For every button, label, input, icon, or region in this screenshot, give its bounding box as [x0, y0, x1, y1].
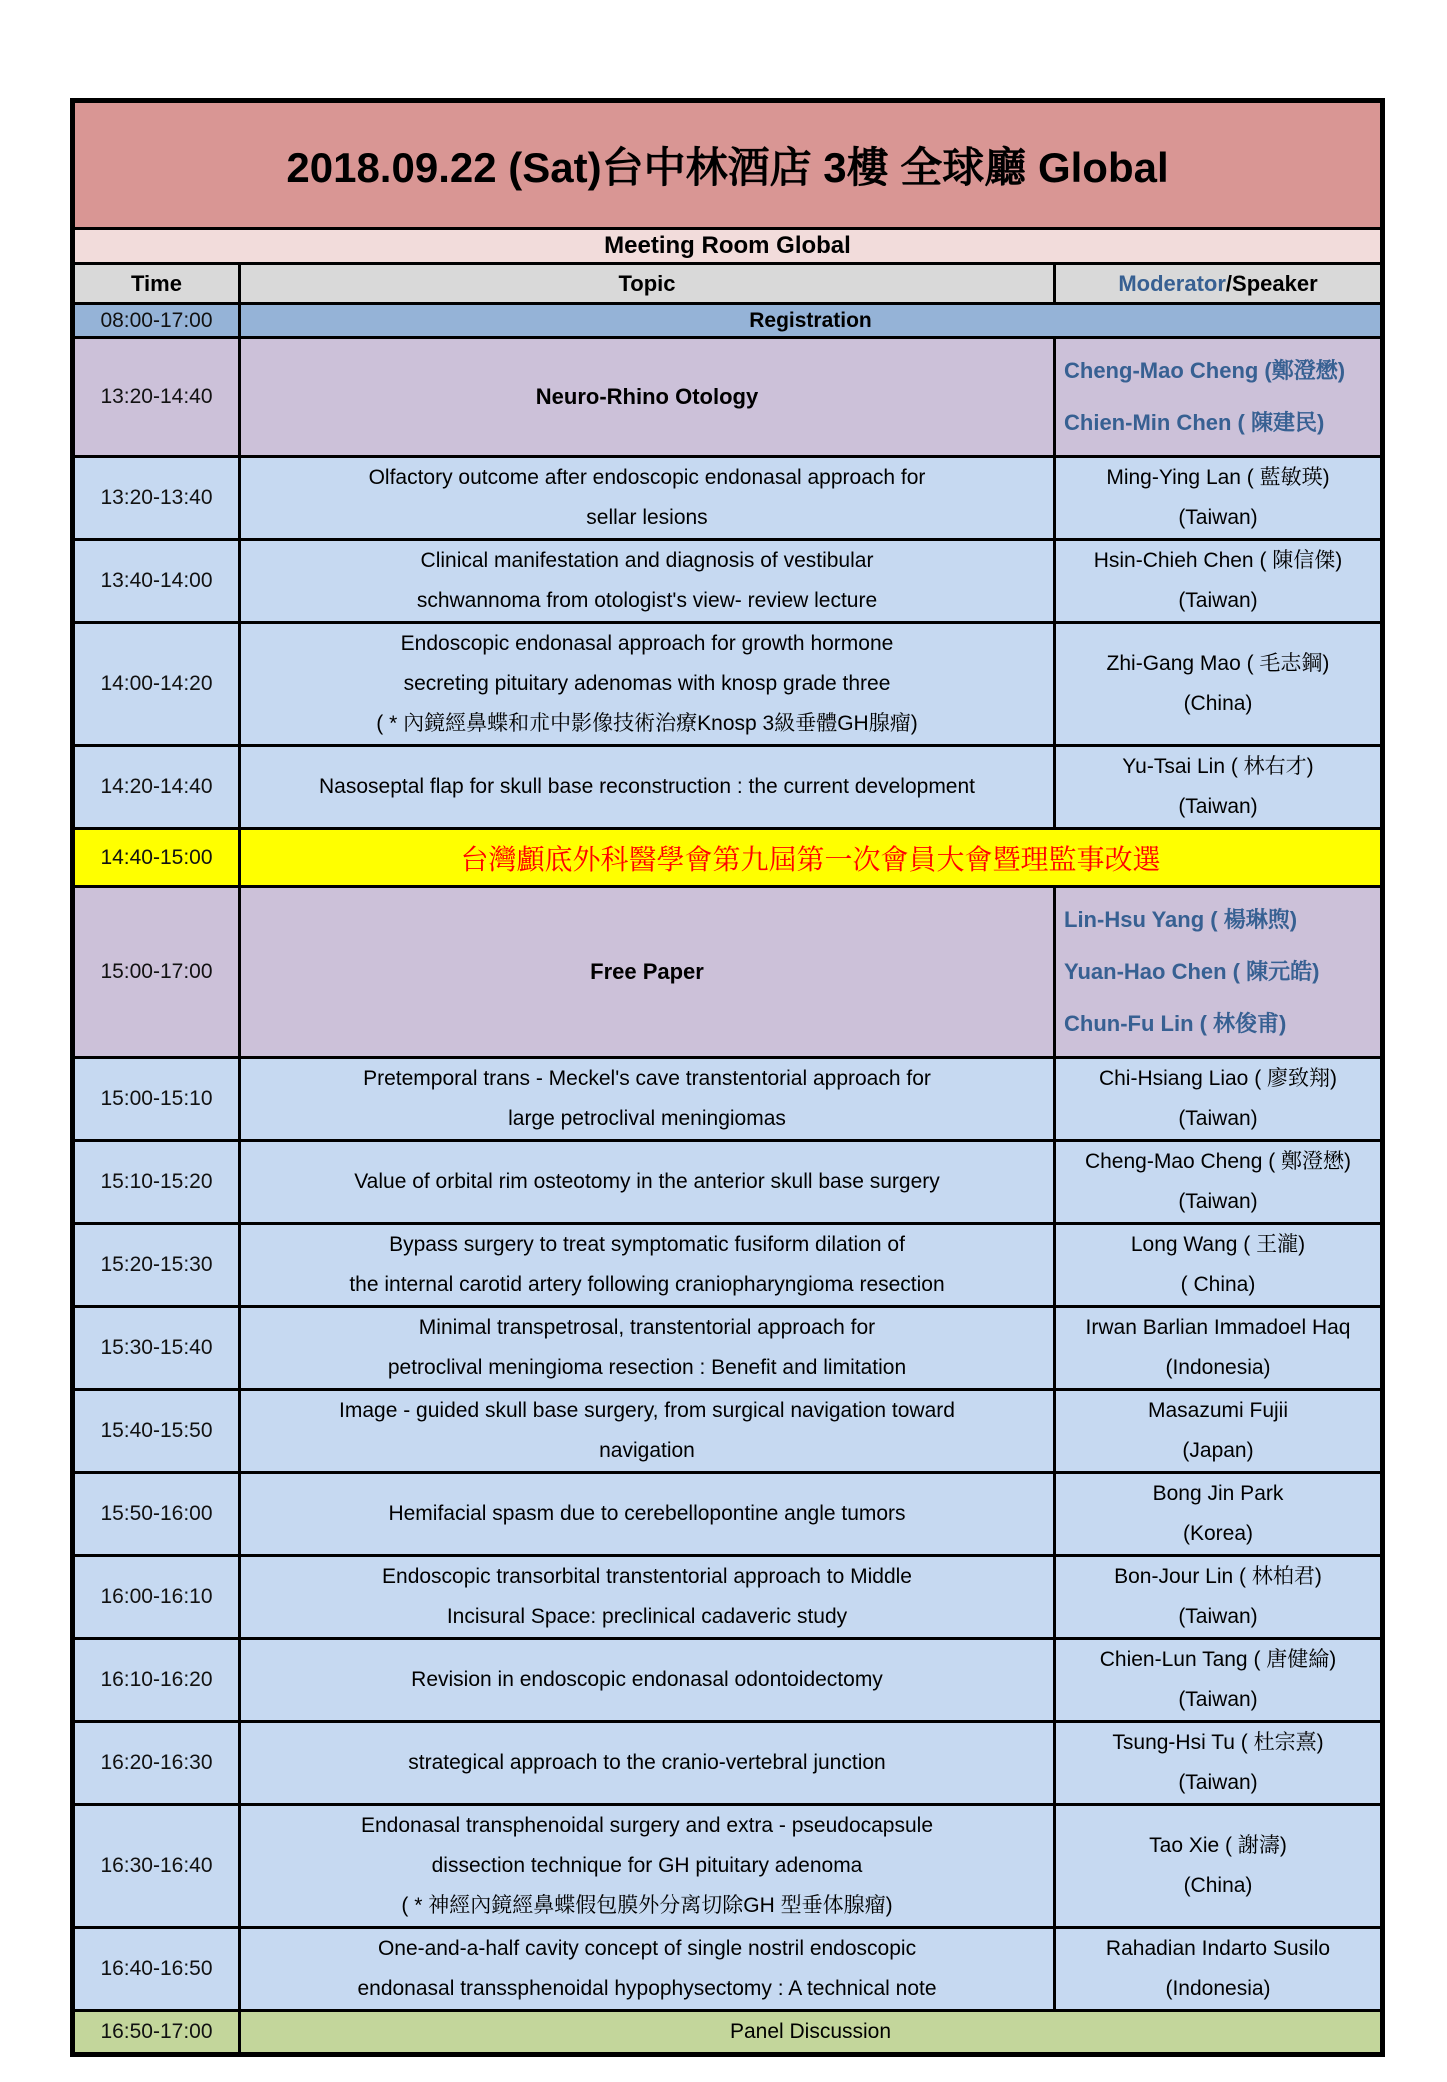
col-header-moderator: Moderator: [1118, 270, 1226, 296]
topic-line: the internal carotid artery following craniopharyngioma resection: [349, 1273, 945, 1296]
table-row: [73, 1556, 1383, 1639]
speaker-line: (China): [1183, 1874, 1253, 1897]
topic-line: Olfactory outcome after endoscopic endonasal approach for: [368, 466, 926, 489]
topic-line: petroclival meningioma resection : Benefit and limitation: [387, 1356, 907, 1379]
topic-line: navigation: [599, 1439, 695, 1462]
topic-cell: [240, 1058, 1055, 1141]
topic-line: ( * 神經內鏡經鼻蝶假包膜外分离切除GH 型垂体腺瘤): [401, 1894, 893, 1917]
moderator-cell: [1055, 887, 1383, 1058]
speaker-line: ( China): [1180, 1273, 1256, 1296]
topic-line: Bypass surgery to treat symptomatic fusiform dilation of: [389, 1233, 905, 1256]
topic-line: Endoscopic endonasal approach for growth hormone: [400, 632, 894, 655]
table-row: [73, 1141, 1383, 1224]
time-cell: 16:20-16:30: [73, 1722, 240, 1805]
time-cell: 14:40-15:00: [73, 829, 240, 887]
time-cell: 15:30-15:40: [73, 1307, 240, 1390]
schedule-body: [73, 304, 1383, 2055]
speaker-line: Ming-Ying Lan ( 藍敏瑛): [1106, 466, 1330, 489]
speaker-line: (Korea): [1182, 1522, 1254, 1545]
topic-line: Hemifacial spasm due to cerebellopontine angle tumors: [388, 1502, 906, 1525]
speaker-cell: [1055, 1473, 1383, 1556]
time-cell: 14:20-14:40: [73, 746, 240, 829]
topic-cell: [240, 457, 1055, 540]
merged-topic-cell: Panel Discussion: [240, 2011, 1383, 2055]
time-cell: 15:40-15:50: [73, 1390, 240, 1473]
column-header-row: [73, 264, 1383, 304]
col-header-topic: Topic: [240, 264, 1055, 304]
moderator-name: Chun-Fu Lin ( 林俊甫): [1064, 1011, 1287, 1036]
table-row: [73, 1390, 1383, 1473]
topic-cell: [240, 623, 1055, 746]
time-cell: 13:20-13:40: [73, 457, 240, 540]
time-cell: 16:10-16:20: [73, 1639, 240, 1722]
table-row: [73, 1307, 1383, 1390]
speaker-line: Bon-Jour Lin ( 林柏君): [1114, 1565, 1322, 1588]
speaker-line: (Taiwan): [1178, 795, 1258, 818]
table-row: [73, 540, 1383, 623]
topic-line: Clinical manifestation and diagnosis of vestibular: [420, 549, 874, 572]
table-row: [73, 338, 1383, 457]
topic-line: One-and-a-half cavity concept of single nostril endoscopic: [377, 1937, 917, 1960]
speaker-line: (Japan): [1182, 1439, 1254, 1462]
speaker-cell: [1055, 540, 1383, 623]
merged-topic-cell: Registration: [240, 304, 1383, 338]
time-cell: 13:20-14:40: [73, 338, 240, 457]
col-header-speaker: /Speaker: [1225, 270, 1318, 296]
topic-line: large petroclival meningiomas: [508, 1107, 786, 1130]
topic-cell: [240, 1390, 1055, 1473]
merged-topic-cell: 台灣顱底外科醫學會第九屆第一次會員大會暨理監事改選: [240, 829, 1383, 887]
topic-cell: [240, 1928, 1055, 2011]
time-cell: 16:30-16:40: [73, 1805, 240, 1928]
speaker-cell: [1055, 1307, 1383, 1390]
col-header-time: Time: [73, 264, 240, 304]
topic-line: ( * 內鏡經鼻蝶和朮中影像技術治療Knosp 3級垂體GH腺瘤): [376, 712, 918, 735]
topic-line: Nasoseptal flap for skull base reconstruction : the current development: [318, 775, 975, 798]
topic-line: Pretemporal trans - Meckel's cave transtentorial approach for: [363, 1067, 931, 1090]
table-row: [73, 1722, 1383, 1805]
speaker-line: (Taiwan): [1178, 1107, 1258, 1130]
table-row: [73, 304, 1383, 338]
time-cell: 16:50-17:00: [73, 2011, 240, 2055]
moderator-cell: [1055, 338, 1383, 457]
speaker-line: Masazumi Fujii: [1147, 1399, 1289, 1422]
speaker-line: (Indonesia): [1165, 1977, 1271, 2000]
topic-cell: [240, 746, 1055, 829]
room-header-row: [73, 229, 1383, 264]
title-row: [73, 101, 1383, 229]
time-cell: 15:00-15:10: [73, 1058, 240, 1141]
speaker-line: Chien-Lun Tang ( 唐健綸): [1099, 1648, 1337, 1671]
schedule-table: [70, 98, 1385, 2057]
time-cell: 08:00-17:00: [73, 304, 240, 338]
speaker-line: (Taiwan): [1178, 1688, 1258, 1711]
speaker-cell: [1055, 623, 1383, 746]
time-cell: 15:50-16:00: [73, 1473, 240, 1556]
topic-line: sellar lesions: [586, 506, 708, 529]
topic-cell: [240, 1805, 1055, 1928]
speaker-line: Long Wang ( 王瀧): [1130, 1233, 1306, 1256]
table-row: [73, 2011, 1383, 2055]
table-row: [73, 1928, 1383, 2011]
moderator-name: Yuan-Hao Chen ( 陳元皓): [1064, 959, 1320, 984]
speaker-line: (Taiwan): [1178, 1771, 1258, 1794]
speaker-line: (Taiwan): [1178, 589, 1258, 612]
table-row: [73, 746, 1383, 829]
topic-line: secreting pituitary adenomas with knosp grade three: [403, 672, 891, 695]
col-header-moderator-speaker: [1055, 264, 1383, 304]
speaker-line: (Taiwan): [1178, 506, 1258, 529]
table-row: [73, 1224, 1383, 1307]
time-cell: 16:40-16:50: [73, 1928, 240, 2011]
topic-cell: [240, 1141, 1055, 1224]
table-row: [73, 887, 1383, 1058]
table-row: [73, 457, 1383, 540]
speaker-line: (China): [1183, 692, 1253, 715]
topic-line: Image - guided skull base surgery, from surgical navigation toward: [339, 1399, 955, 1422]
moderator-name: Lin-Hsu Yang ( 楊琳煦): [1064, 907, 1298, 932]
topic-line: dissection technique for GH pituitary adenoma: [431, 1854, 863, 1877]
topic-cell: [240, 1224, 1055, 1307]
speaker-cell: [1055, 746, 1383, 829]
speaker-line: Bong Jin Park: [1152, 1482, 1284, 1505]
time-cell: 15:20-15:30: [73, 1224, 240, 1307]
speaker-cell: [1055, 1928, 1383, 2011]
speaker-line: Cheng-Mao Cheng ( 鄭澄懋): [1084, 1150, 1352, 1173]
speaker-line: (Taiwan): [1178, 1190, 1258, 1213]
topic-line: Endoscopic transorbital transtentorial approach to Middle: [382, 1565, 912, 1588]
speaker-cell: [1055, 1722, 1383, 1805]
session-title-cell: Neuro-Rhino Otology: [240, 338, 1055, 457]
time-cell: 13:40-14:00: [73, 540, 240, 623]
room-header: Meeting Room Global: [73, 229, 1383, 264]
time-cell: 14:00-14:20: [73, 623, 240, 746]
speaker-line: Zhi-Gang Mao ( 毛志鋼): [1106, 652, 1330, 675]
speaker-cell: [1055, 457, 1383, 540]
speaker-line: Yu-Tsai Lin ( 林右才): [1122, 755, 1314, 778]
speaker-cell: [1055, 1141, 1383, 1224]
topic-cell: [240, 540, 1055, 623]
speaker-line: Tsung-Hsi Tu ( 杜宗熹): [1112, 1731, 1324, 1754]
topic-line: schwannoma from otologist's view- review lecture: [416, 589, 878, 612]
topic-line: strategical approach to the cranio-vertebral junction: [408, 1751, 886, 1774]
speaker-line: Chi-Hsiang Liao ( 廖致翔): [1098, 1067, 1338, 1090]
speaker-line: Rahadian Indarto Susilo: [1105, 1937, 1331, 1960]
table-row: [73, 1639, 1383, 1722]
table-row: [73, 1805, 1383, 1928]
speaker-line: Irwan Barlian Immadoel Haq: [1085, 1316, 1351, 1339]
page-title: 2018.09.22 (Sat)台中林酒店 3樓 全球廳 Global: [73, 101, 1383, 229]
time-cell: 15:00-17:00: [73, 887, 240, 1058]
table-row: [73, 829, 1383, 887]
table-row: [73, 1473, 1383, 1556]
topic-line: Minimal transpetrosal, transtentorial approach for: [418, 1316, 876, 1339]
topic-cell: [240, 1307, 1055, 1390]
table-row: [73, 623, 1383, 746]
session-title-cell: Free Paper: [240, 887, 1055, 1058]
speaker-cell: [1055, 1556, 1383, 1639]
speaker-cell: [1055, 1639, 1383, 1722]
speaker-line: Tao Xie ( 謝濤): [1149, 1834, 1287, 1857]
topic-line: Incisural Space: preclinical cadaveric study: [446, 1605, 848, 1628]
topic-cell: [240, 1556, 1055, 1639]
speaker-cell: [1055, 1390, 1383, 1473]
speaker-line: Hsin-Chieh Chen ( 陳信傑): [1093, 549, 1343, 572]
topic-line: Endonasal transphenoidal surgery and extra - pseudocapsule: [360, 1814, 934, 1837]
time-cell: 15:10-15:20: [73, 1141, 240, 1224]
topic-line: Value of orbital rim osteotomy in the anterior skull base surgery: [354, 1170, 940, 1193]
speaker-cell: [1055, 1058, 1383, 1141]
speaker-line: (Taiwan): [1178, 1605, 1258, 1628]
topic-cell: [240, 1639, 1055, 1722]
speaker-cell: [1055, 1805, 1383, 1928]
moderator-name: Cheng-Mao Cheng (鄭澄懋): [1064, 358, 1346, 383]
topic-cell: [240, 1722, 1055, 1805]
speaker-line: (Indonesia): [1165, 1356, 1271, 1379]
moderator-name: Chien-Min Chen ( 陳建民): [1064, 410, 1325, 435]
topic-line: Revision in endoscopic endonasal odontoidectomy: [411, 1668, 883, 1691]
time-cell: 16:00-16:10: [73, 1556, 240, 1639]
topic-cell: [240, 1473, 1055, 1556]
topic-line: endonasal transsphenoidal hypophysectomy : A technical note: [357, 1977, 937, 2000]
table-row: [73, 1058, 1383, 1141]
speaker-cell: [1055, 1224, 1383, 1307]
